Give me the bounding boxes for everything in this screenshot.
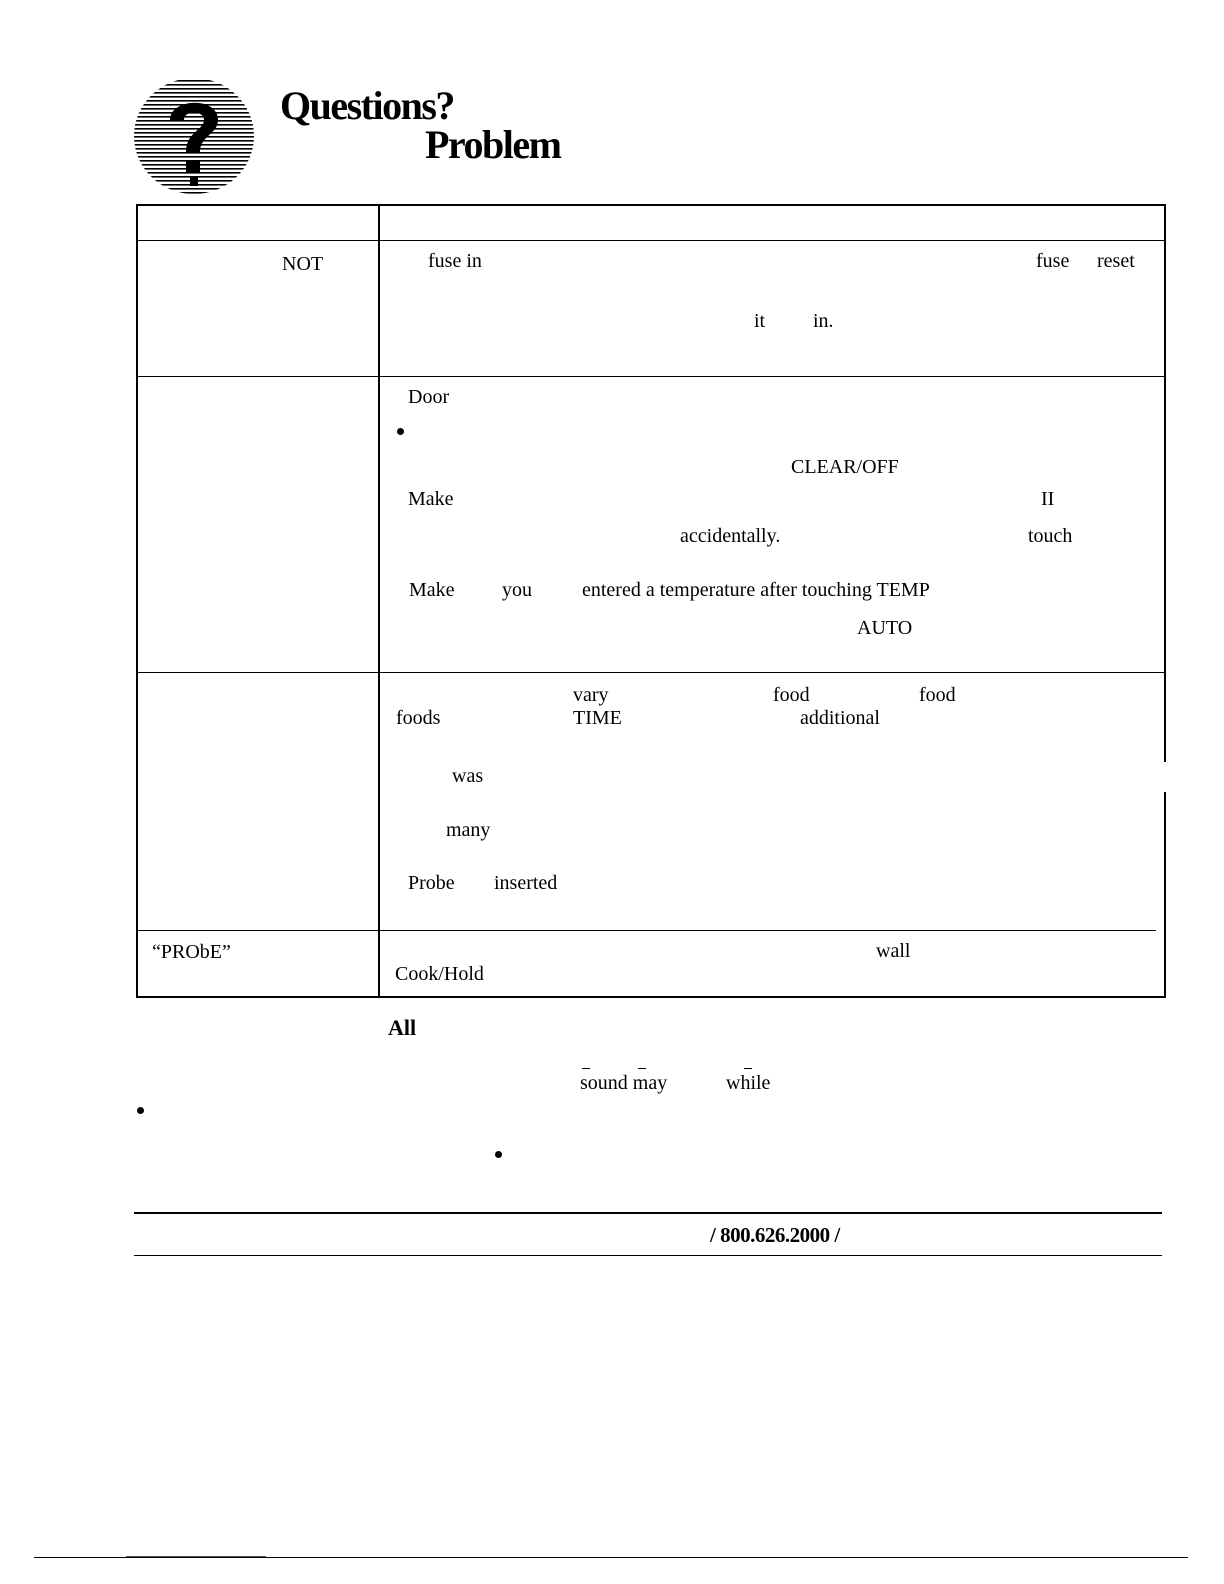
notes-sound: sound may xyxy=(580,1072,668,1094)
cause-fragment: Make xyxy=(409,579,455,601)
cause-fragment: accidentally. xyxy=(680,525,781,547)
cause-fragment: fuse xyxy=(1036,250,1070,272)
cause-fragment: CLEAR/OFF xyxy=(791,456,899,478)
cause-fragment: you xyxy=(502,579,532,601)
cause-fragment: additional xyxy=(800,707,880,729)
cause-fragment: in. xyxy=(813,310,834,332)
cause-fragment: entered a temperature after touching TEMP xyxy=(582,579,930,601)
notes-while: while xyxy=(726,1072,771,1094)
cause-fragment: foods xyxy=(396,707,441,729)
cause-fragment: food xyxy=(773,684,810,706)
problem-label: “PRObE” xyxy=(152,941,231,963)
phone-number: / 800.626.2000 / xyxy=(710,1223,840,1247)
question-mark-icon xyxy=(132,76,256,196)
cause-fragment: AUTO xyxy=(857,617,913,639)
bullet-icon xyxy=(397,428,404,435)
cause-fragment: it xyxy=(754,310,766,332)
cause-fragment: inserted xyxy=(494,872,558,894)
page-title-line1: Questions? xyxy=(280,83,454,128)
cause-fragment: vary xyxy=(573,684,609,706)
cause-fragment: Door xyxy=(408,386,450,408)
cause-fragment: many xyxy=(446,819,491,841)
cause-fragment: fuse in xyxy=(428,250,482,272)
cause-fragment: Probe xyxy=(408,872,455,894)
cause-fragment: wall xyxy=(876,940,911,962)
cause-fragment: food xyxy=(919,684,956,706)
notes-all: All xyxy=(388,1015,417,1040)
cause-fragment: TIME xyxy=(573,707,622,729)
bullet-icon xyxy=(137,1107,144,1114)
cause-fragment: reset xyxy=(1097,250,1135,272)
cause-fragment: was xyxy=(452,765,484,787)
problem-label: NOT xyxy=(282,253,324,275)
page-title-line2: Problem xyxy=(425,122,561,167)
cause-fragment: II xyxy=(1041,488,1055,510)
cause-fragment: Cook/Hold xyxy=(395,963,484,985)
cause-fragment: Make xyxy=(408,488,454,510)
bullet-icon xyxy=(495,1151,502,1158)
cause-fragment: touch xyxy=(1028,525,1073,547)
